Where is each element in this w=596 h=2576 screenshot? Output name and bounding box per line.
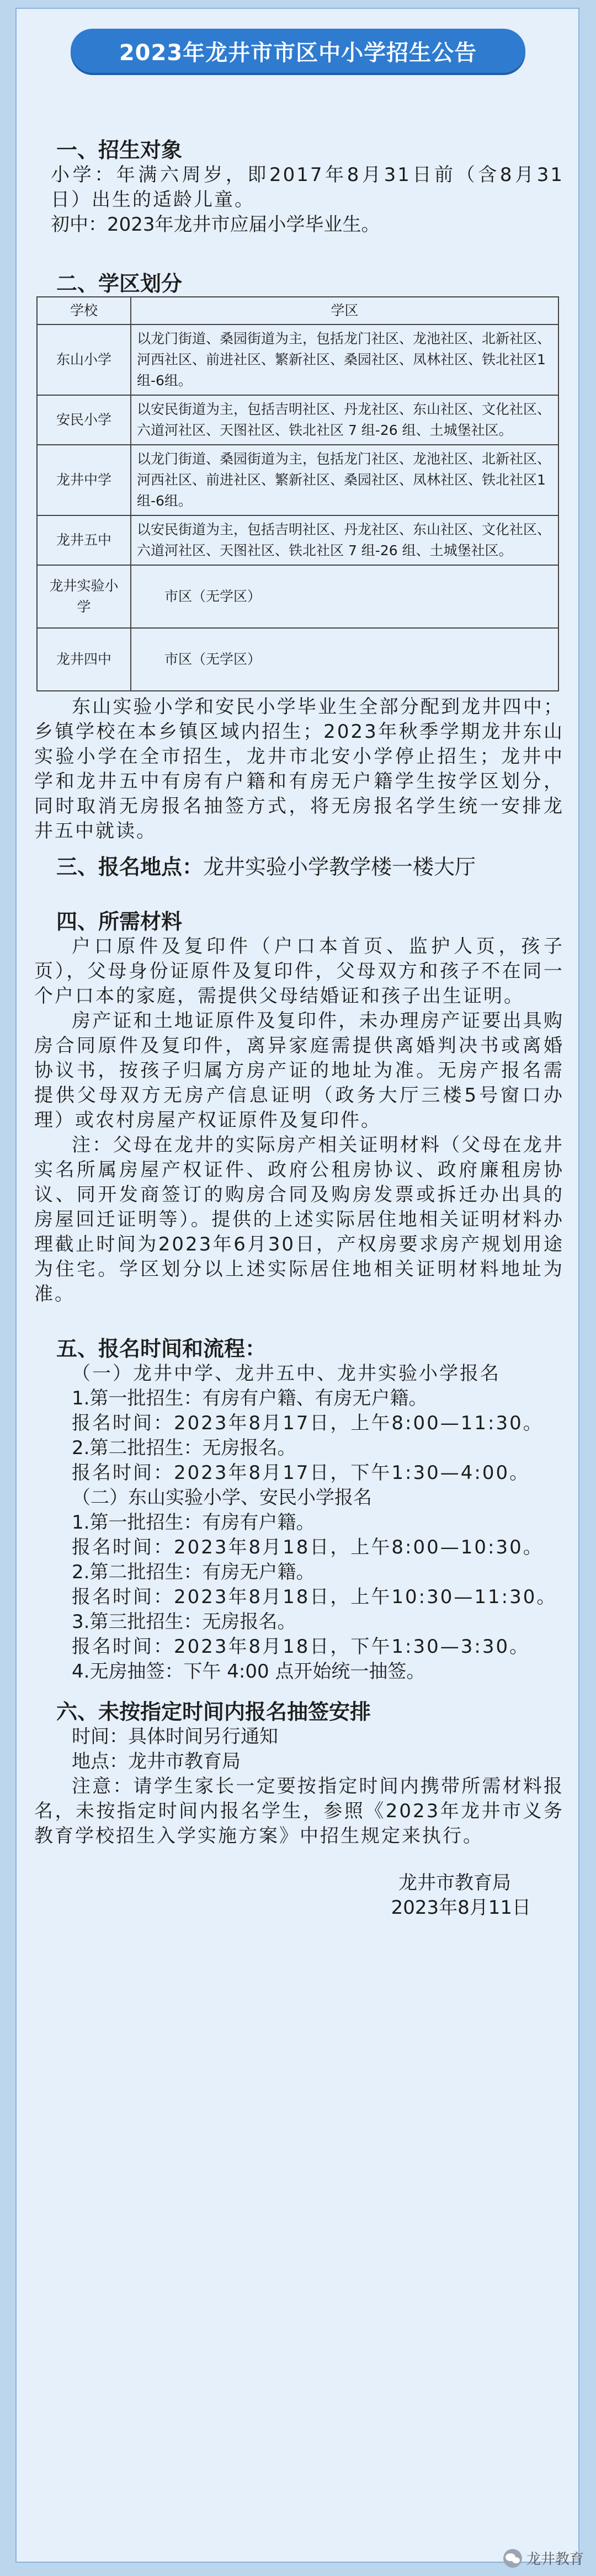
primary-target: 小学：年满六周岁，即2017年8月31日前（含8月31日）出生的适龄儿童。 bbox=[51, 164, 564, 211]
wechat-icon bbox=[503, 2549, 522, 2568]
zone-area: 市区（无学区） bbox=[131, 565, 558, 628]
column-header-school: 学校 bbox=[37, 297, 131, 324]
school-name: 龙井四中 bbox=[37, 628, 131, 691]
group-2-batch-1-time: 报名时间：2023年8月18日，上午8:00—10:30。 bbox=[72, 1536, 544, 1558]
section-3-heading bbox=[56, 855, 564, 880]
late-registration-time: 时间：具体时间另行通知 bbox=[72, 1726, 278, 1748]
group-2-batch-3: 3.第三批招生：无房报名。 bbox=[72, 1611, 296, 1633]
table-row bbox=[37, 445, 558, 515]
section-1-heading: 一、招生对象 bbox=[56, 138, 183, 162]
school-name: 龙井中学 bbox=[37, 445, 131, 515]
account-name: 龙井教育 bbox=[526, 2551, 584, 2568]
late-registration-place: 地点：龙井市教育局 bbox=[72, 1750, 241, 1773]
section-6-heading: 六、未按指定时间内报名抽签安排 bbox=[56, 1700, 371, 1724]
table-row bbox=[37, 324, 558, 395]
section-3-label: 三、报名地点： bbox=[56, 855, 204, 879]
group-1-batch-2: 2.第二批招生：无房报名。 bbox=[72, 1437, 296, 1459]
group-2-batch-2: 2.第二批招生：有房无户籍。 bbox=[72, 1561, 315, 1583]
materials-note: 注：父母在龙井的实际房产相关证明材料（父母在龙井实名所属房屋产权证件、政府公租房协议、政府廉租房协议、同开发商签订的购房合同及购房发票或拆迁办出具的房屋回迁证明等）。提供的上述实际居住地相关证明材料办理截止时间为2023年6月30日，产权房要求房产规划用途为住宅。学区划分以上述实际居住地相关证明材料地址为准。 bbox=[34, 1134, 564, 1305]
table-header-row bbox=[37, 297, 558, 324]
school-zone-table bbox=[36, 296, 559, 691]
registration-place: 龙井实验小学教学楼一楼大厅 bbox=[203, 855, 476, 879]
account-watermark bbox=[503, 2548, 584, 2568]
school-name: 安民小学 bbox=[37, 395, 131, 445]
group-2-heading: （二）东山实验小学、安民小学报名 bbox=[72, 1487, 372, 1509]
table-row bbox=[37, 515, 558, 565]
group-1-batch-2-time: 报名时间：2023年8月17日，下午1:30—4:00。 bbox=[72, 1462, 530, 1484]
notice-body bbox=[34, 138, 564, 1920]
zone-area: 以龙门街道、桑园街道为主，包括龙门社区、龙池社区、北新社区、河西社区、前进社区、繁新社区、桑园社区、凤林社区、铁北社区1组-6组。 bbox=[131, 324, 558, 395]
signature-org: 龙井市教育局 bbox=[398, 1872, 511, 1894]
zone-area: 市区（无学区） bbox=[131, 628, 558, 691]
late-registration-note: 注意：请学生家长一定要按指定时间内携带所需材料报名，未按指定时间内报名学生，参照《2023年龙井市义务教育学校招生入学实施方案》中招生规定来执行。 bbox=[34, 1775, 564, 1847]
school-name: 龙井五中 bbox=[37, 515, 131, 565]
group-1-batch-1-time: 报名时间：2023年8月17日，上午8:00—11:30。 bbox=[72, 1412, 544, 1434]
middle-target: 初中：2023年龙井市应届小学毕业生。 bbox=[51, 214, 380, 236]
group-1-heading: （一）龙井中学、龙井五中、龙井实验小学报名 bbox=[72, 1362, 501, 1385]
table-row bbox=[37, 628, 558, 691]
signature-date: 2023年8月11日 bbox=[391, 1897, 531, 1919]
table-row bbox=[37, 565, 558, 628]
column-header-area: 学区 bbox=[131, 297, 558, 324]
table-row bbox=[37, 395, 558, 445]
section-2-heading: 二、学区划分 bbox=[56, 272, 183, 296]
zone-area: 以龙门街道、桑园街道为主，包括龙门社区、龙池社区、北新社区、河西社区、前进社区、繁新社区、桑园社区、凤林社区、铁北社区1组-6组。 bbox=[131, 445, 558, 515]
lottery-time: 4.无房抽签：下午 4:00 点开始统一抽签。 bbox=[72, 1660, 425, 1683]
group-2-batch-2-time: 报名时间：2023年8月18日，上午10:30—11:30。 bbox=[72, 1586, 557, 1608]
group-2-batch-1: 1.第一批招生：有房有户籍。 bbox=[72, 1511, 315, 1534]
group-2-batch-3-time: 报名时间：2023年8月18日，下午1:30—3:30。 bbox=[72, 1636, 530, 1658]
school-name: 龙井实验小学 bbox=[37, 565, 131, 628]
group-1-batch-1: 1.第一批招生：有房有户籍、有房无户籍。 bbox=[72, 1387, 428, 1409]
section-4-heading: 四、所需材料 bbox=[56, 909, 183, 934]
zone-area: 以安民街道为主，包括吉明社区、丹龙社区、东山社区、文化社区、六道河社区、天图社区、铁北社区 7 组-26 组、土城堡社区。 bbox=[131, 515, 558, 565]
materials-hukou: 户口原件及复印件（户口本首页、监护人页，孩子页），父母身份证原件及复印件，父母双方和孩子不在同一个户口本的家庭，需提供父母结婚证和孩子出生证明。 bbox=[34, 935, 564, 1007]
section-5-heading: 五、报名时间和流程： bbox=[56, 1337, 267, 1361]
page-title: 2023年龙井市市区中小学招生公告 bbox=[71, 29, 525, 73]
zone-area: 以安民街道为主，包括吉明社区、丹龙社区、东山社区、文化社区、六道河社区、天图社区、铁北社区 7 组-26 组、土城堡社区。 bbox=[131, 395, 558, 445]
school-name: 东山小学 bbox=[37, 324, 131, 395]
zone-note: 东山实验小学和安民小学毕业生全部分配到龙井四中；乡镇学校在本乡镇区域内招生；2023年秋季学期龙井东山实验小学在全市招生，龙井市北安小学停止招生；龙井中学和龙井五中有房有户籍和有房无户籍学生按学区划分，同时取消无房报名抽签方式，将无房报名学生统一安排龙井五中就读。 bbox=[34, 696, 564, 842]
materials-property: 房产证和土地证原件及复印件，未办理房产证要出具购房合同原件及复印件，离异家庭需提供离婚判决书或离婚协议书，按孩子归属方房产证的地址为准。无房产报名需提供父母双方无房产信息证明（政务大厅三楼5号窗口办理）或农村房屋产权证原件及复印件。 bbox=[34, 1010, 564, 1131]
